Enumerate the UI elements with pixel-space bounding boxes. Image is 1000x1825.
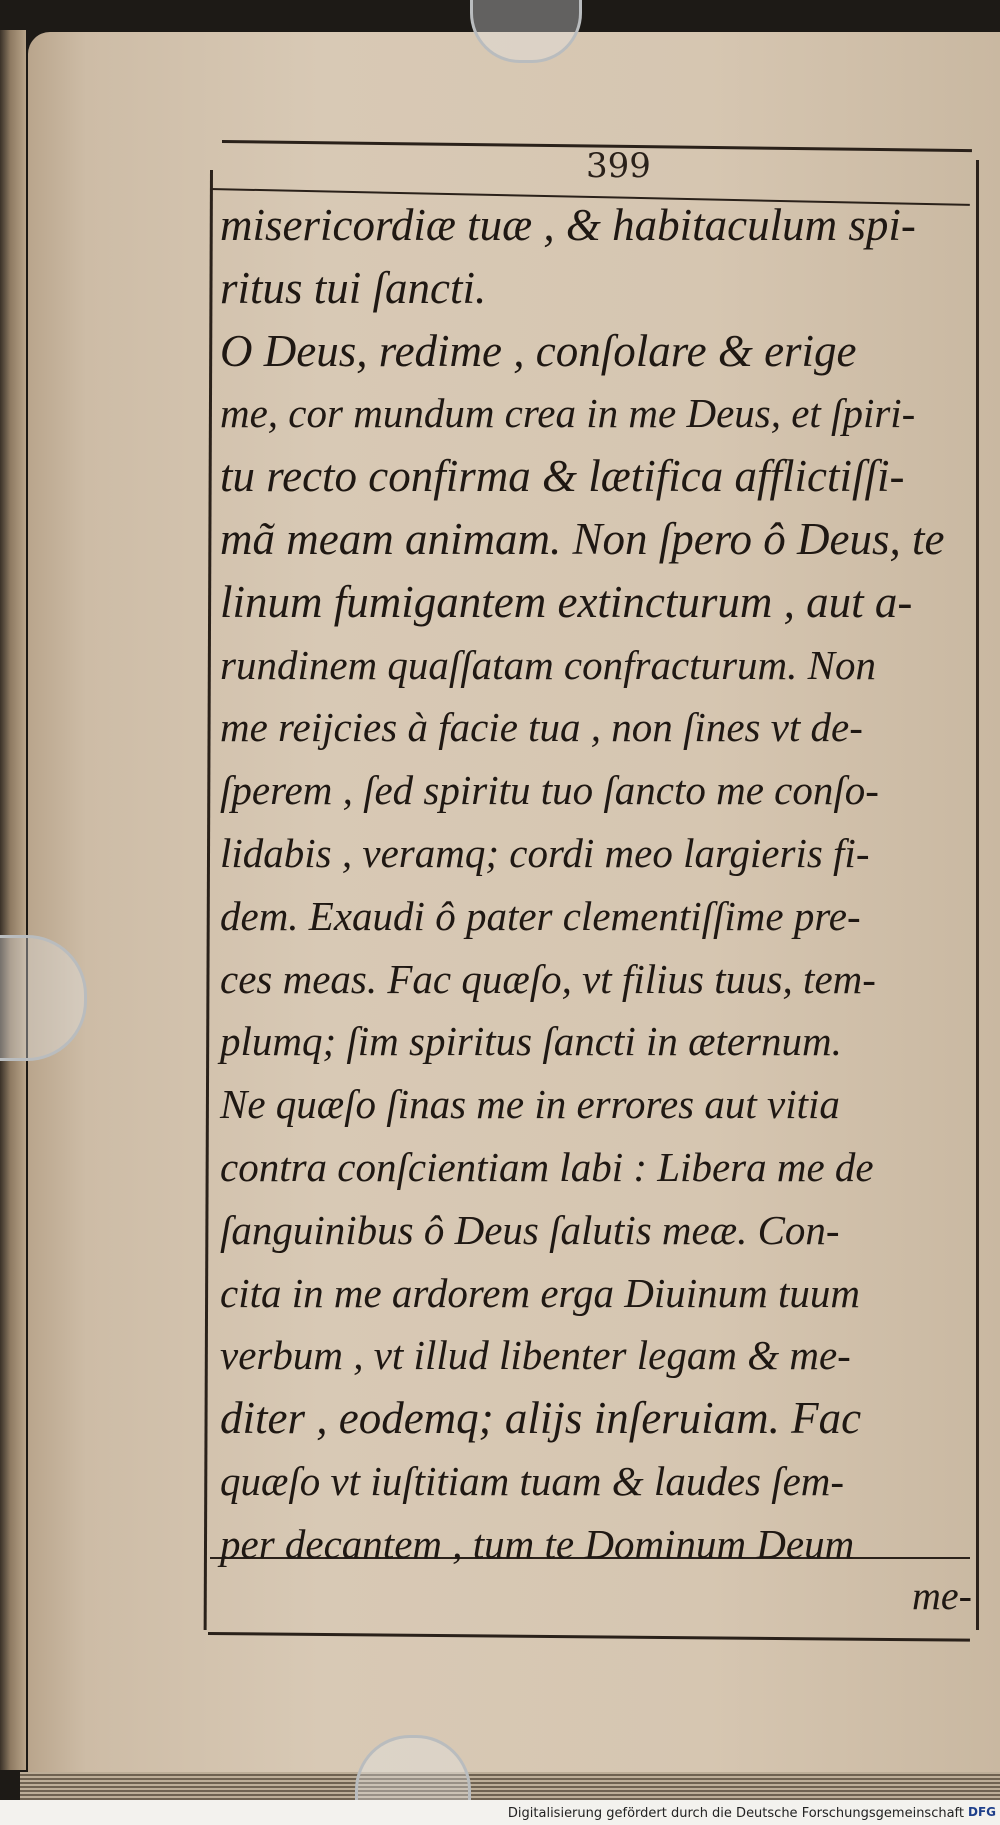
dfg-logo: DFG (968, 1805, 997, 1819)
text-line: misericordiæ tuæ , & habitaculum spi- (220, 200, 916, 250)
text-line: diter , eodemq; alijs inſeruiam. Fac (220, 1393, 862, 1444)
page-number: 399 (586, 146, 651, 186)
text-line: ſperem , ſed spiritu tuo ſancto me conſo- (220, 767, 879, 814)
text-line: ces meas. Fac quæſo, vt filius tuus, tem- (220, 955, 876, 1002)
text-line: O Deus, redime , conſolare & erige (220, 325, 857, 376)
text-line: contra conſcientiam labi : Libera me de (220, 1143, 874, 1190)
text-line: me reijcies à facie tua , non ſines vt de- (220, 704, 863, 751)
text-line: quæſo vt iuſtitiam tuam & laudes ſem- (220, 1457, 845, 1504)
prayer-text (220, 194, 980, 1576)
text-line: cita in me ardorem erga Diuinum tuum (220, 1269, 860, 1316)
text-line: dem. Exaudi ô pater clementiſſime pre- (220, 892, 861, 939)
text-line: plumq; ſim spiritus ſancti in æternum. (220, 1018, 842, 1065)
page-gutter (0, 30, 26, 1770)
text-line: rundinem quaſſatam confracturum. Non (220, 641, 876, 688)
text-line: me, cor mundum crea in me Deus, et ſpiri- (220, 390, 916, 437)
text-line: ſanguinibus ô Deus ſalutis meæ. Con- (220, 1206, 840, 1253)
text-line: per decantem , tum te Dominum Deum (220, 1520, 855, 1567)
text-line: linum fumigantem extincturum , aut a- (220, 576, 913, 627)
page-stack-edge (20, 1772, 1000, 1800)
text-line: tu recto confirma & lætifica afflictiſſi- (220, 451, 905, 502)
funding-credit: Digitalisierung gefördert durch die Deutsche Forschungsgemeinschaft (507, 1806, 964, 1821)
text-line: verbum , vt illud libenter legam & me- (220, 1332, 851, 1379)
text-line: mã meam animam. Non ſpero ô Deus, te (220, 513, 945, 564)
text-line: ritus tui ſancti. (220, 262, 487, 313)
catchword: me- (912, 1573, 972, 1618)
text-line: Ne quæſo ſinas me in errores aut vitia (220, 1081, 840, 1128)
text-line: lidabis , veramq; cordi meo largieris fi- (220, 829, 870, 876)
